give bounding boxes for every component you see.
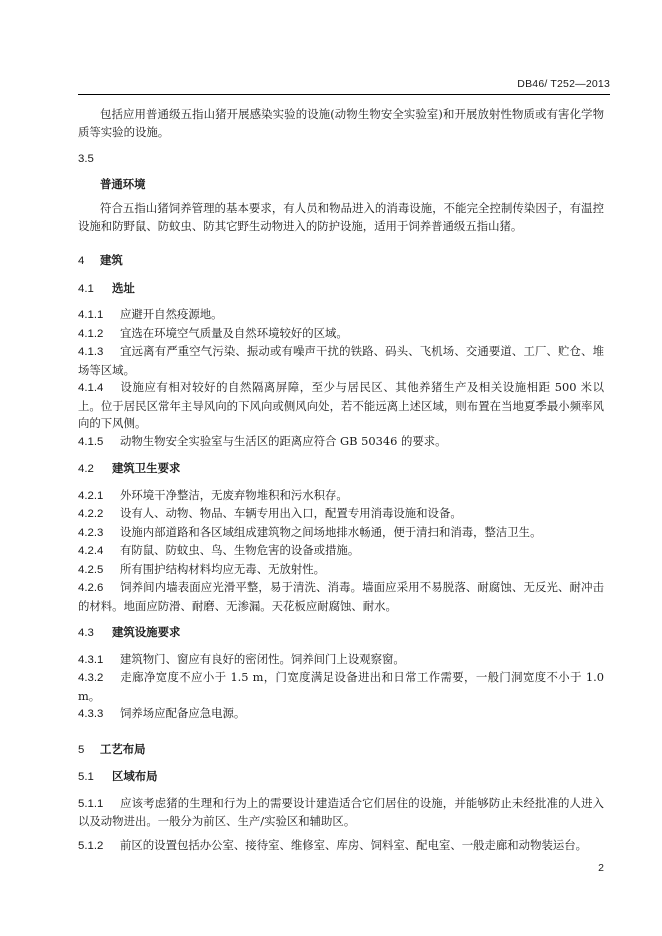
- section-5-heading: 5 工艺布局: [78, 743, 146, 756]
- clause-number: 4.2.2: [78, 508, 104, 520]
- clause-number: 4.3.2: [78, 672, 104, 684]
- clause-4-2-4: [78, 542, 604, 561]
- clause-text: 所有围护结构材料均应无毒、无放射性。: [120, 561, 326, 576]
- term-3-5-text: 符合五指山猪饲养管理的基本要求，有人员和物品进入的消毒设施，不能完全控制传染因子，有温控设施和防野鼠、防蚊虫、防其它野生动物进入的防护设施，适用于饲养普通级五指山猪。: [78, 201, 604, 233]
- clause-text: 有防鼠、防蚊虫、鸟、生物危害的设备或措施。: [120, 543, 360, 557]
- clause-4-3-2: [78, 669, 604, 705]
- clause-4-2-6: [78, 579, 604, 615]
- clause-text: 外环境干净整洁，无废弃物堆积和污水积存。: [120, 487, 348, 502]
- header-rule: [78, 94, 610, 95]
- clause-text: 走廊净宽度不应小于 1.5 m，门宽度满足设备进出和日常工作需要，一般门洞宽度不小于 1.0 m。: [78, 670, 604, 703]
- clause-4-1-5: [78, 433, 604, 452]
- clause-4-3-3: [78, 705, 604, 724]
- list-4-3: [78, 651, 604, 724]
- clause-number: 4.2.1: [78, 489, 104, 502]
- clause-number: 5.1.2: [78, 839, 104, 852]
- clause-text: 设有人、动物、物品、车辆专用出入口，配置专用消毒设施和设备。: [120, 506, 462, 520]
- term-3-5-title: 普通环境: [100, 178, 146, 191]
- clause-number: 4.1.5: [78, 435, 104, 448]
- clause-4-3-1: [78, 651, 604, 670]
- document-code: DB46/ T252—2013: [517, 78, 610, 90]
- list-4-1: [78, 306, 604, 451]
- clause-text: 设施内部道路和各区域组成建筑物之间场地排水畅通，便于清扫和消毒，整洁卫生。: [120, 524, 542, 539]
- clause-number: 4.1.1: [78, 309, 104, 321]
- clause-text: 建筑物门、窗应有良好的密闭性。饲养间门上设观察窗。: [120, 651, 405, 666]
- clause-number: 4.2.4: [78, 545, 104, 557]
- clause-text: 前区的设置包括办公室、接待室、维修室、库房、饲料室、配电室、一般走廊和动物装运台。: [120, 837, 588, 852]
- clause-text: 饲养间内墙表面应光滑平整，易于清洗、消毒。墙面应采用不易脱落、耐腐蚀、无反光、耐冲击的材料。地面应防滑、耐磨、无渗漏。天花板应耐腐蚀、耐水。: [78, 580, 604, 613]
- clause-number: 5.1.1: [78, 797, 104, 810]
- clause-4-2-2: [78, 505, 604, 524]
- page-number: 2: [598, 862, 604, 874]
- clause-5-1-2: [78, 837, 604, 856]
- clause-number: 4.1.2: [78, 327, 104, 340]
- clause-number: 4.2.5: [78, 563, 104, 576]
- clause-4-2-1: [78, 487, 604, 506]
- section-5-1-heading: 5.1 区域布局: [78, 771, 158, 783]
- clause-4-1-2: [78, 325, 604, 344]
- clause-text: 设施应有相对较好的自然隔离屏障，至少与居民区、其他养猪生产及相关设施相距 500 米以上。位于居民区常年主导风向的下风向或侧风向处，若不能远离上述区域，则布置在当地夏季最小频率风向的下风侧。: [78, 380, 604, 430]
- clause-4-2-3: [78, 524, 604, 543]
- clause-number: 4.2.3: [78, 526, 104, 539]
- clause-text: 宜选在环境空气质量及自然环境较好的区域。: [120, 325, 348, 340]
- clause-number: 4.2.6: [78, 582, 104, 594]
- clause-text: 饲养场应配备应急电源。: [120, 706, 246, 720]
- list-4-2: [78, 487, 604, 616]
- intro-paragraph: 包括应用普通级五指山猪开展感染实验的设施(动物生物安全实验室)和开展放射性物质或有害化学物质等实验的设施。: [78, 107, 604, 139]
- page-content: [78, 106, 604, 855]
- section-4-3-heading: 4.3 建筑设施要求: [78, 627, 181, 639]
- clause-text: 动物生物安全实验室与生活区的距离应符合 GB 50346 的要求。: [120, 433, 447, 448]
- clause-5-1-1: [78, 795, 604, 831]
- clause-number: 4.3.3: [78, 708, 104, 720]
- section-4-1-heading: 4.1 选址: [78, 282, 135, 295]
- clause-4-1-4: [78, 379, 604, 433]
- clause-text: 宜远离有严重空气污染、振动或有噪声干扰的铁路、码头、飞机场、交通要道、工厂、贮仓、堆场等区域。: [78, 344, 604, 377]
- list-5-1: [78, 795, 604, 856]
- term-3-5-number: 3.5: [78, 153, 94, 165]
- section-4-heading: 4 建筑: [78, 255, 123, 267]
- clause-4-1-3: [78, 343, 604, 379]
- clause-4-2-5: [78, 561, 604, 580]
- clause-number: 4.1.4: [78, 382, 104, 394]
- clause-text: 应避开自然疫源地。: [120, 307, 223, 321]
- clause-number: 4.3.1: [78, 653, 104, 666]
- clause-number: 4.1.3: [78, 346, 104, 358]
- clause-4-1-1: [78, 306, 604, 325]
- clause-text: 应该考虑猪的生理和行为上的需要设计建造适合它们居住的设施，并能够防止未经批准的人进入以及动物进出。一般分为前区、生产/实验区和辅助区。: [78, 795, 604, 828]
- section-4-2-heading: 4.2 建筑卫生要求: [78, 463, 181, 475]
